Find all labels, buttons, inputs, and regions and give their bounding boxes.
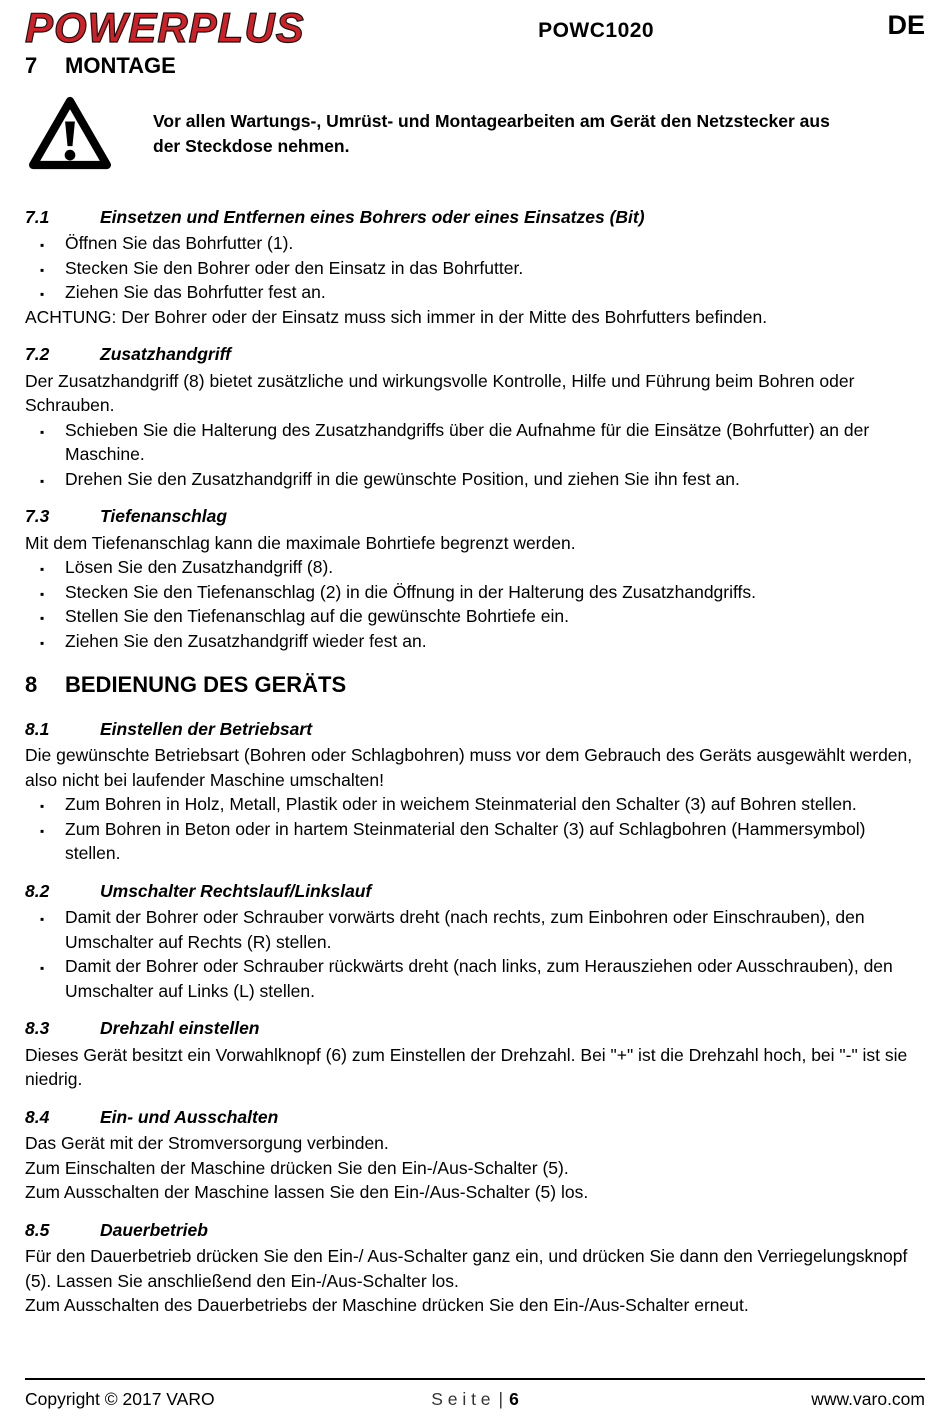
bullet-text: Damit der Bohrer oder Schrauber vorwärts dreht (nach rechts, zum Einbohren oder Einschrauben), den Umschalter auf Rechts (R) stellen. bbox=[65, 907, 865, 952]
section-8-4-heading bbox=[25, 1105, 925, 1130]
list-item bbox=[25, 467, 925, 492]
section-number: 7.1 bbox=[25, 206, 50, 227]
paragraph: Für den Dauerbetrieb drücken Sie den Ein-/ Aus-Schalter ganz ein, und drücken Sie dann den Verriegelungsknopf (5). Lassen Sie anschließend den Ein-/Aus-Schalter los. bbox=[25, 1246, 908, 1291]
bullet-list bbox=[25, 231, 925, 305]
bullet-text: Ziehen Sie den Zusatzhandgriff wieder fest an. bbox=[65, 630, 427, 651]
section-7-heading bbox=[25, 52, 925, 81]
bullet-list bbox=[25, 555, 925, 653]
bullet-icon bbox=[40, 954, 65, 1003]
section-number: 8.5 bbox=[25, 1219, 50, 1240]
bullet-text: Schieben Sie die Halterung des Zusatzhandgriffs über die Aufnahme für die Einsätze (Bohrfutter) an der Maschine. bbox=[65, 419, 870, 465]
website-text: www.varo.com bbox=[811, 1389, 925, 1409]
list-item bbox=[25, 817, 925, 866]
bullet-text: Drehen Sie den Zusatzhandgriff in die gewünschte Position, und ziehen Sie ihn fest an. bbox=[65, 468, 740, 489]
section-title: Einsetzen und Entfernen eines Bohrers oder eines Einsatzes (Bit) bbox=[100, 206, 645, 227]
bullet-list bbox=[25, 418, 925, 492]
bullet-icon bbox=[40, 256, 65, 281]
paragraph: Die gewünschte Betriebsart (Bohren oder Schlagbohren) muss vor dem Gebrauch des Geräts ausgewählt werden, also nicht bei laufender Maschine umschalten! bbox=[25, 745, 913, 790]
list-item bbox=[25, 905, 925, 954]
bullet-icon bbox=[40, 817, 65, 866]
section-7-1-heading bbox=[25, 205, 925, 230]
bullet-text: Ziehen Sie das Bohrfutter fest an. bbox=[65, 282, 326, 303]
separator: | bbox=[498, 1389, 504, 1409]
page-header bbox=[25, 6, 925, 50]
bullet-icon bbox=[40, 580, 65, 605]
bullet-text: Lösen Sie den Zusatzhandgriff (8). bbox=[65, 557, 334, 578]
bullet-text: Stecken Sie den Tiefenanschlag (2) in die Öffnung in der Halterung des Zusatzhandgriffs. bbox=[65, 581, 757, 602]
page-number: 6 bbox=[509, 1389, 519, 1409]
list-item bbox=[25, 418, 925, 467]
list-item bbox=[25, 555, 925, 580]
section-title: Zusatzhandgriff bbox=[100, 344, 231, 365]
section-7-3-heading bbox=[25, 504, 925, 529]
bullet-list bbox=[25, 905, 925, 1003]
powerplus-logo: POWERPLUS bbox=[25, 4, 305, 51]
section-number: 8.2 bbox=[25, 880, 50, 901]
bullet-icon bbox=[40, 792, 65, 817]
bullet-text: Zum Bohren in Holz, Metall, Plastik oder in weichem Steinmaterial den Schalter (3) auf Bohren stellen. bbox=[65, 794, 857, 815]
section-title: Einstellen der Betriebsart bbox=[100, 718, 313, 739]
section-number: 7.2 bbox=[25, 344, 50, 365]
page-label: S e i t e bbox=[431, 1389, 491, 1409]
bullet-icon bbox=[40, 555, 65, 580]
bullet-icon bbox=[40, 280, 65, 305]
bullet-icon bbox=[40, 604, 65, 629]
section-number: 8.1 bbox=[25, 718, 50, 739]
bullet-list bbox=[25, 792, 925, 866]
section-number: 8 bbox=[25, 672, 38, 698]
paragraph: Dieses Gerät besitzt ein Vorwahlknopf (6) zum Einstellen der Drehzahl. Bei "+" ist die Drehzahl hoch, bei "-" ist sie niedrig. bbox=[25, 1044, 908, 1090]
bullet-text: Zum Bohren in Beton oder in hartem Steinmaterial den Schalter (3) auf Schlagbohren (Hammersymbol) stellen. bbox=[65, 818, 866, 864]
section-title: Umschalter Rechtslauf/Linkslauf bbox=[100, 880, 372, 901]
section-8-2-heading bbox=[25, 879, 925, 904]
model-number: POWC1020 bbox=[538, 19, 655, 42]
paragraph: Der Zusatzhandgriff (8) bietet zusätzliche und wirkungsvolle Kontrolle, Hilfe und Führung beim Bohren oder Schrauben. bbox=[25, 370, 855, 416]
language-code: DE bbox=[887, 10, 925, 40]
page-footer bbox=[25, 1378, 925, 1424]
list-item bbox=[25, 954, 925, 1003]
list-item bbox=[25, 580, 925, 605]
bullet-icon bbox=[40, 231, 65, 256]
bullet-text: Damit der Bohrer oder Schrauber rückwärts dreht (nach links, zum Herausziehen oder Ausschrauben), den Umschalter auf Links (L) stellen. bbox=[65, 956, 893, 1001]
bullet-text: Öffnen Sie das Bohrfutter (1). bbox=[65, 233, 294, 254]
bullet-icon bbox=[40, 467, 65, 492]
warning-triangle-icon bbox=[29, 95, 111, 176]
list-item bbox=[25, 792, 925, 817]
section-number: 7.3 bbox=[25, 506, 50, 527]
section-title: MONTAGE bbox=[65, 53, 176, 79]
section-title: BEDIENUNG DES GERÄTS bbox=[65, 672, 347, 698]
paragraph: Zum Ausschalten des Dauerbetriebs der Maschine drücken Sie den Ein-/Aus-Schalter erneut. bbox=[25, 1295, 749, 1316]
section-number: 7 bbox=[25, 53, 38, 79]
section-8-1-heading bbox=[25, 717, 925, 742]
list-item bbox=[25, 604, 925, 629]
section-number: 8.4 bbox=[25, 1106, 50, 1127]
copyright-text: Copyright © 2017 VARO bbox=[25, 1389, 215, 1409]
list-item bbox=[25, 280, 925, 305]
attention-note: ACHTUNG: Der Bohrer oder der Einsatz muss sich immer in der Mitte des Bohrfutters befinden. bbox=[25, 306, 768, 327]
section-number: 8.3 bbox=[25, 1018, 50, 1039]
section-title: Ein- und Ausschalten bbox=[100, 1106, 279, 1127]
bullet-text: Stecken Sie den Bohrer oder den Einsatz in das Bohrfutter. bbox=[65, 257, 524, 278]
section-8-3-heading bbox=[25, 1016, 925, 1041]
paragraph: Zum Ausschalten der Maschine lassen Sie den Ein-/Aus-Schalter (5) los. bbox=[25, 1182, 589, 1203]
page-indicator bbox=[325, 1389, 625, 1410]
section-title: Dauerbetrieb bbox=[100, 1219, 208, 1240]
list-item bbox=[25, 256, 925, 281]
warning-block bbox=[29, 95, 925, 176]
paragraph: Das Gerät mit der Stromversorgung verbinden. bbox=[25, 1133, 389, 1154]
list-item bbox=[25, 629, 925, 654]
bullet-text: Stellen Sie den Tiefenanschlag auf die gewünschte Bohrtiefe ein. bbox=[65, 606, 569, 627]
bullet-icon bbox=[40, 418, 65, 467]
paragraph: Mit dem Tiefenanschlag kann die maximale Bohrtiefe begrenzt werden. bbox=[25, 532, 576, 553]
section-title: Tiefenanschlag bbox=[100, 506, 228, 527]
warning-text: Vor allen Wartungs-, Umrüst- und Montagearbeiten am Gerät den Netzstecker aus der Steckdose nehmen. bbox=[153, 110, 830, 156]
list-item bbox=[25, 231, 925, 256]
section-title: Drehzahl einstellen bbox=[100, 1018, 260, 1039]
section-7-2-heading bbox=[25, 342, 925, 367]
paragraph: Zum Einschalten der Maschine drücken Sie den Ein-/Aus-Schalter (5). bbox=[25, 1157, 569, 1178]
section-8-5-heading bbox=[25, 1218, 925, 1243]
section-8-heading bbox=[25, 671, 925, 700]
bullet-icon bbox=[40, 905, 65, 954]
bullet-icon bbox=[40, 629, 65, 654]
